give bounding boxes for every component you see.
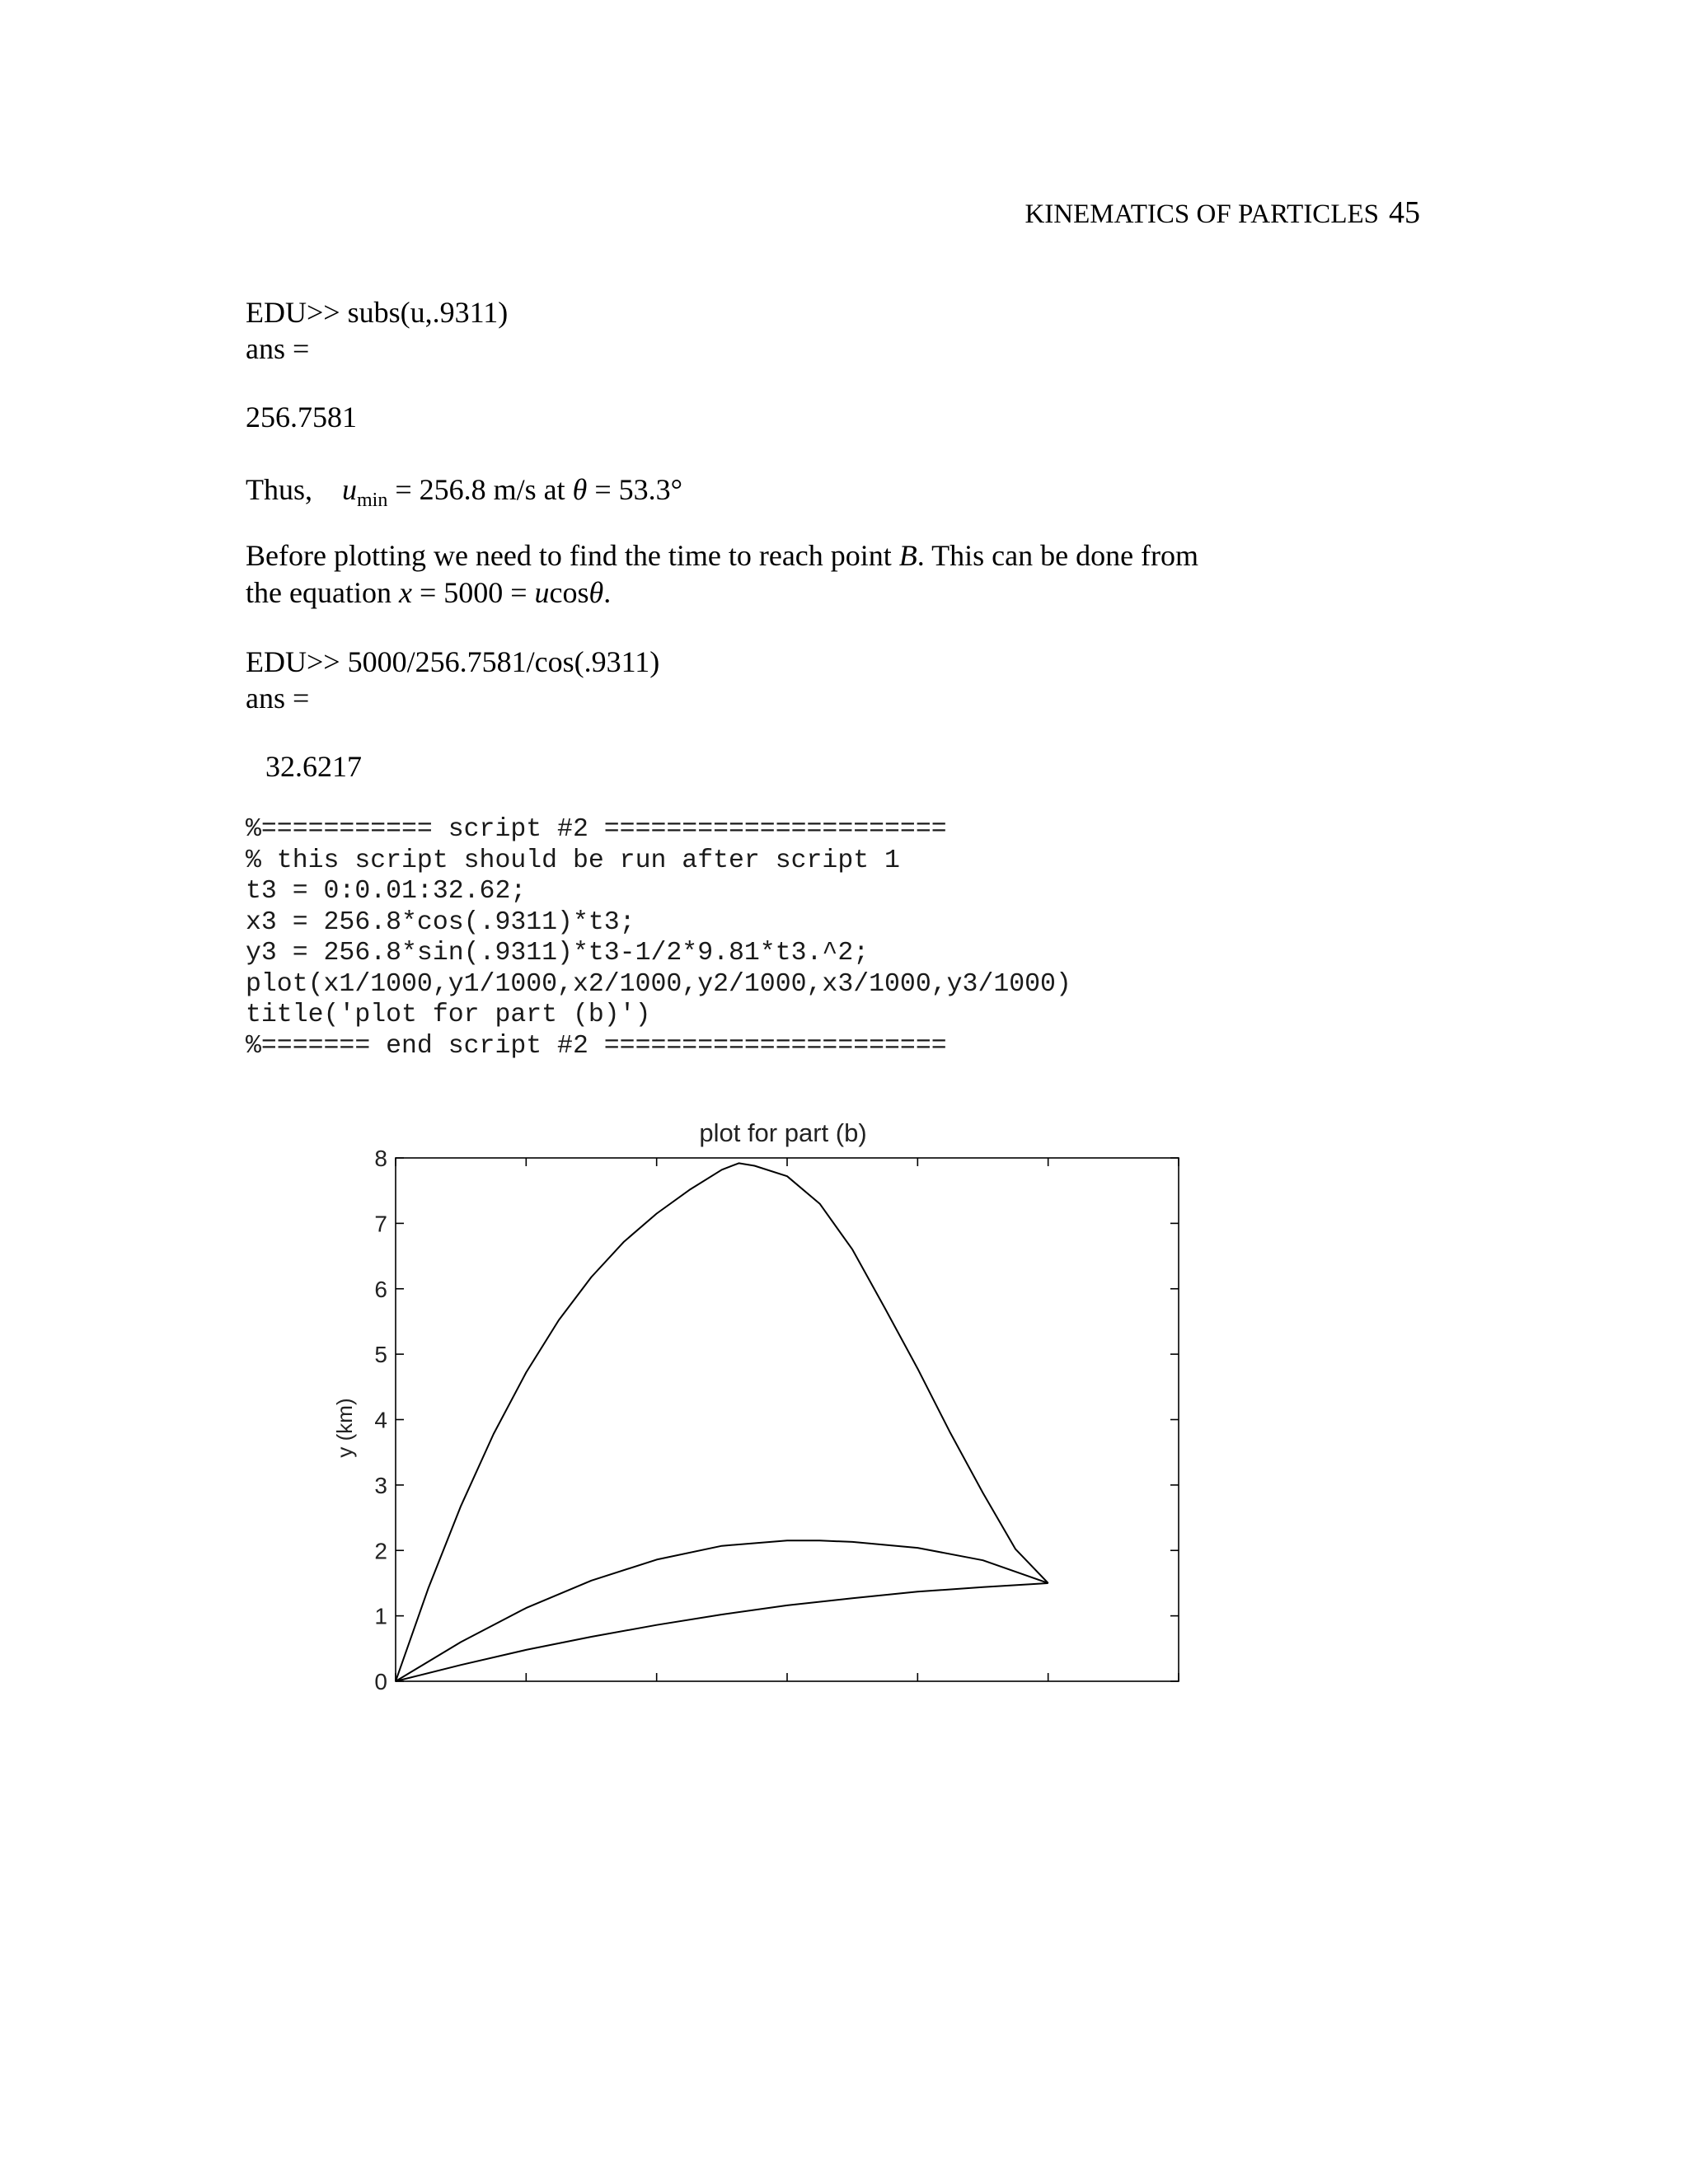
cos-text: cos: [549, 576, 589, 609]
trajectory-plot: [330, 1104, 1236, 1714]
code-line: title('plot for part (b)'): [246, 1001, 651, 1029]
trajectory-line-1: [396, 1163, 1048, 1681]
answer-label-1: ans =: [246, 332, 310, 365]
plot-frame: [396, 1158, 1179, 1681]
y-tick-label: 6: [374, 1276, 387, 1302]
trajectory-line-3: [396, 1583, 1048, 1681]
u-symbol: u: [342, 473, 357, 506]
plot-area: [374, 1146, 1179, 1694]
y-tick-label: 4: [374, 1407, 387, 1433]
x-symbol: x: [398, 576, 412, 609]
code-line: % this script should be run after script 1: [246, 846, 900, 875]
code-line: %=========== script #2 ======================: [246, 815, 947, 844]
y-tick-label: 1: [374, 1603, 387, 1629]
answer-value-1: 256.7581: [246, 401, 357, 434]
u-subscript: min: [357, 490, 388, 511]
theta-symbol: θ: [572, 473, 588, 506]
y-axis-label: y (km): [332, 1398, 357, 1458]
thus-word: Thus,: [246, 473, 312, 506]
point-b: B: [898, 539, 917, 572]
y-tick-label: 3: [374, 1472, 387, 1498]
code-line: y3 = 256.8*sin(.9311)*t3-1/2*9.81*t3.^2;: [246, 939, 870, 968]
trajectory-line-2: [396, 1540, 1048, 1681]
theta-symbol: θ: [588, 576, 604, 609]
code-line: plot(x1/1000,y1/1000,x2/1000,y2/1000,x3/1000,y3/1000): [246, 969, 1071, 999]
y-tick-label: 5: [374, 1342, 387, 1368]
paragraph-text: . This can be done from: [917, 539, 1199, 572]
code-line: %======= end script #2 ======================: [246, 1031, 947, 1061]
answer-value-2: 32.6217: [265, 750, 362, 783]
paragraph-text: the equation: [246, 576, 399, 609]
y-tick-label: 7: [374, 1211, 387, 1237]
result-value: = 256.8 m/s at: [387, 473, 573, 506]
paragraph-line-1: [246, 537, 1198, 574]
paragraph-line-2: [246, 574, 611, 611]
angle-value: = 53.3°: [587, 473, 683, 506]
y-tick-label: 8: [374, 1146, 387, 1171]
y-tick-label: 2: [374, 1538, 387, 1564]
u-symbol: u: [534, 576, 550, 609]
code-line: x3 = 256.8*cos(.9311)*t3;: [246, 907, 635, 937]
paragraph-text: Before plotting we need to find the time to reach point: [246, 539, 899, 572]
answer-label-2: ans =: [246, 682, 310, 715]
chart-title: plot for part (b): [699, 1118, 867, 1147]
running-title: KINEMATICS OF PARTICLES: [1025, 199, 1379, 229]
paragraph-text: = 5000 =: [411, 576, 535, 609]
code-line: t3 = 0:0.01:32.62;: [246, 877, 527, 906]
result-line: [246, 471, 682, 512]
command-subs: EDU>> subs(u,.9311): [246, 296, 509, 329]
running-header: [1025, 194, 1420, 231]
y-tick-label: 0: [374, 1669, 387, 1694]
matlab-script: [246, 814, 1071, 1062]
page-number: 45: [1389, 195, 1420, 230]
period: .: [603, 576, 612, 609]
command-division: EDU>> 5000/256.7581/cos(.9311): [246, 645, 660, 678]
